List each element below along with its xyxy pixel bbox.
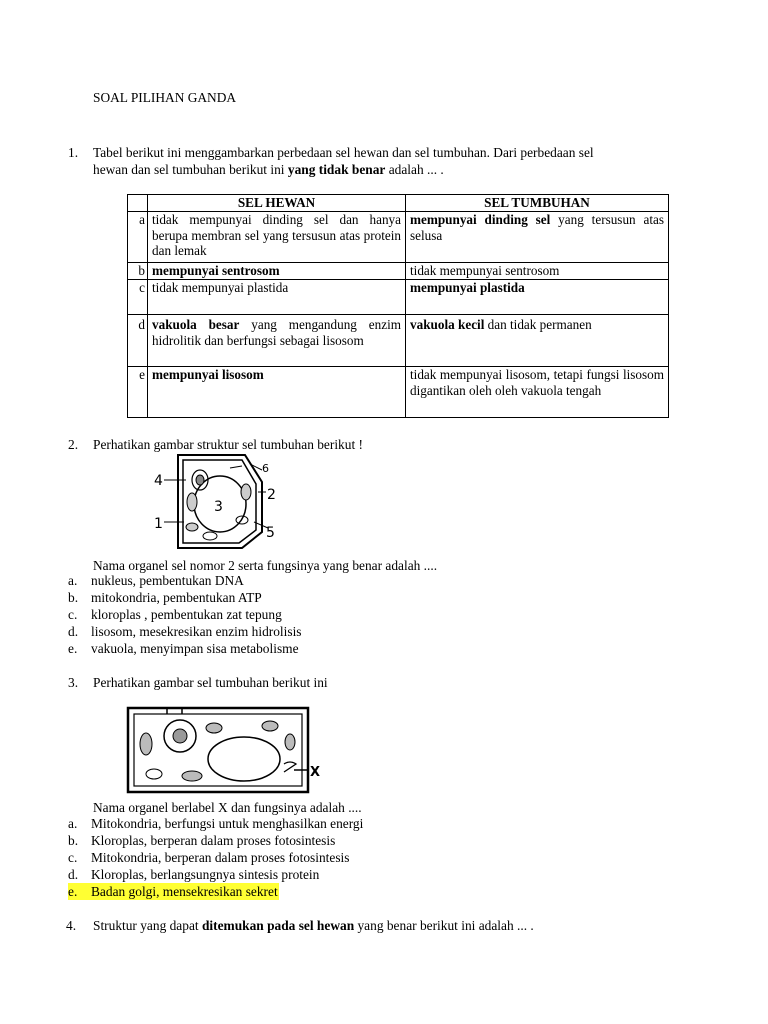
row-label: c (128, 280, 148, 315)
q3-text: Perhatikan gambar sel tumbuhan berikut ini (93, 675, 328, 690)
q2-options (68, 572, 302, 657)
q1-text-line1: Tabel berikut ini menggambarkan perbedaan sel hewan dan sel tumbuhan. Dari perbedaan sel (93, 145, 594, 160)
option-c: c. Mitokondria, berperan dalam proses fotosintesis (68, 850, 350, 865)
option-d: d. lisosom, mesekresikan enzim hidrolisis (68, 624, 302, 639)
cell-hewan: mempunyai lisosom (148, 367, 406, 418)
header-sel-tumbuhan: SEL TUMBUHAN (406, 195, 669, 212)
fig-label-3: 3 (214, 499, 223, 515)
header-empty (128, 195, 148, 212)
cell-tumbuhan: mempunyai plastida (406, 280, 669, 315)
option-b: b. mitokondria, pembentukan ATP (68, 590, 262, 605)
option-a: a. Mitokondria, berfungsi untuk menghasilkan energi (68, 816, 364, 831)
fig-label-5: 5 (266, 525, 275, 541)
row-label: b (128, 263, 148, 280)
option-d: d. Kloroplas, berlangsungnya sintesis protein (68, 867, 320, 882)
option-b: b. Kloroplas, berperan dalam proses fotosintesis (68, 833, 336, 848)
cell-tumbuhan: tidak mempunyai lisosom, tetapi fungsi lisosom digantikan oleh oleh vakuola tengah (406, 367, 669, 418)
row-label: a (128, 212, 148, 263)
plant-cell-figure-1 (150, 452, 300, 550)
q3-number: 3. (68, 675, 79, 690)
cell-tumbuhan: mempunyai dinding sel yang tersusun atas selusa (406, 212, 669, 263)
table-header-row (128, 195, 669, 212)
comparison-table (127, 194, 669, 418)
q2-text: Perhatikan gambar struktur sel tumbuhan berikut ! (93, 437, 363, 452)
q2-prompt: Nama organel sel nomor 2 serta fungsinya yang benar adalah .... (93, 558, 438, 573)
page-title: SOAL PILIHAN GANDA (93, 90, 237, 105)
fig-label-4: 4 (154, 473, 163, 489)
option-c: c. kloroplas , pembentukan zat tepung (68, 607, 282, 622)
q4-number: 4. (66, 918, 77, 933)
header-sel-hewan: SEL HEWAN (148, 195, 406, 212)
fig-label-1: 1 (154, 516, 163, 532)
cell-hewan: mempunyai sentrosom (148, 263, 406, 280)
q2-number: 2. (68, 437, 79, 452)
q3-prompt: Nama organel berlabel X dan fungsinya adalah .... (93, 800, 362, 815)
table-row (128, 263, 669, 280)
q1-text-line2: hewan dan sel tumbuhan berikut ini yang tidak benar adalah ... . (93, 162, 444, 177)
row-label: d (128, 315, 148, 367)
fig-label-2: 2 (267, 487, 276, 503)
option-a: a. nukleus, pembentukan DNA (68, 573, 244, 588)
table-row (128, 315, 669, 367)
option-e: e. vakuola, menyimpan sisa metabolisme (68, 641, 299, 656)
row-label: e (128, 367, 148, 418)
q3-options (68, 815, 363, 900)
fig-label-6: 6 (262, 462, 269, 475)
cell-tumbuhan: vakuola kecil dan tidak permanen (406, 315, 669, 367)
table-row (128, 367, 669, 418)
table-row (128, 212, 669, 263)
table-row (128, 280, 669, 315)
q4-text: Struktur yang dapat ditemukan pada sel hewan yang benar berikut ini adalah ... . (93, 918, 534, 933)
fig-label-x: X (310, 765, 321, 780)
cell-hewan: vakuola besar yang mengandung enzim hidrolitik dan berfungsi sebagai lisosom (148, 315, 406, 367)
cell-hewan: tidak mempunyai plastida (148, 280, 406, 315)
q1-number: 1. (68, 145, 79, 160)
cell-hewan: tidak mempunyai dinding sel dan hanya berupa membran sel yang tersusun atas protein dan lemak (148, 212, 406, 263)
cell-tumbuhan: tidak mempunyai sentrosom (406, 263, 669, 280)
plant-cell-figure-2 (122, 704, 330, 796)
option-e-highlighted: e. Badan golgi, mensekresikan sekret (68, 884, 278, 899)
